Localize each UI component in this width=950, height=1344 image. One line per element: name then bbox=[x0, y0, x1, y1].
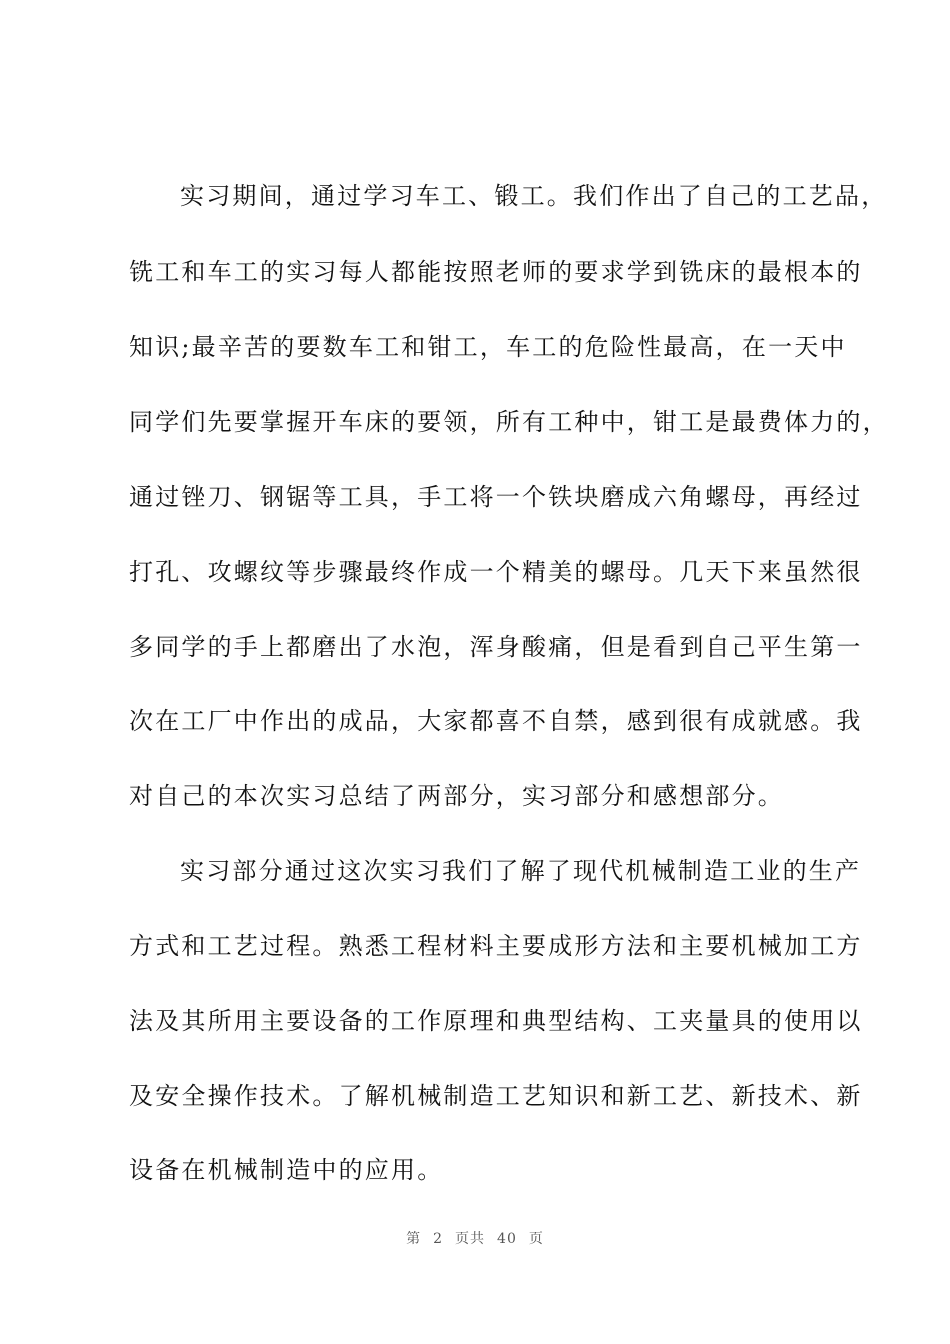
footer-middle: 页共 bbox=[455, 1231, 486, 1247]
footer-prefix: 第 bbox=[406, 1231, 422, 1247]
footer-suffix: 页 bbox=[528, 1231, 544, 1247]
paragraph-2-line-5: 设备在机械制造中的应用。 bbox=[129, 1156, 444, 1184]
paragraph-2-line-3: 法及其所用主要设备的工作原理和典型结构、工夹量具的使用以 bbox=[129, 1007, 863, 1035]
page-number-footer bbox=[0, 1228, 950, 1248]
paragraph-1-line-7: 多同学的手上都磨出了水泡，浑身酸痛，但是看到自己平生第一 bbox=[129, 633, 863, 661]
paragraph-1-line-3: 知识;最辛苦的要数车工和钳工，车工的危险性最高，在一天中 bbox=[129, 333, 847, 361]
paragraph-2-line-2: 方式和工艺过程。熟悉工程材料主要成形方法和主要机械加工方 bbox=[129, 932, 863, 960]
paragraph-1-line-9: 对自己的本次实习总结了两部分，实习部分和感想部分。 bbox=[129, 782, 784, 810]
paragraph-1-line-4: 同学们先要掌握开车床的要领，所有工种中，钳工是最费体力的， bbox=[129, 408, 889, 436]
paragraph-2-line-1: 实习部分通过这次实习我们了解了现代机械制造工业的生产 bbox=[180, 857, 862, 885]
footer-current-page: 2 bbox=[433, 1231, 444, 1247]
footer-total-pages: 40 bbox=[497, 1231, 517, 1247]
paragraph-2-line-4: 及安全操作技术。了解机械制造工艺知识和新工艺、新技术、新 bbox=[129, 1082, 863, 1110]
paragraph-1-line-2: 铣工和车工的实习每人都能按照老师的要求学到铣床的最根本的 bbox=[129, 258, 863, 286]
paragraph-1-line-1: 实习期间，通过学习车工、锻工。我们作出了自己的工艺品， bbox=[180, 182, 888, 210]
paragraph-1-line-5: 通过锉刀、钢锯等工具，手工将一个铁块磨成六角螺母，再经过 bbox=[129, 483, 863, 511]
paragraph-1-line-8: 次在工厂中作出的成品，大家都喜不自禁，感到很有成就感。我 bbox=[129, 707, 863, 735]
paragraph-1-line-6: 打孔、攻螺纹等步骤最终作成一个精美的螺母。几天下来虽然很 bbox=[129, 558, 863, 586]
